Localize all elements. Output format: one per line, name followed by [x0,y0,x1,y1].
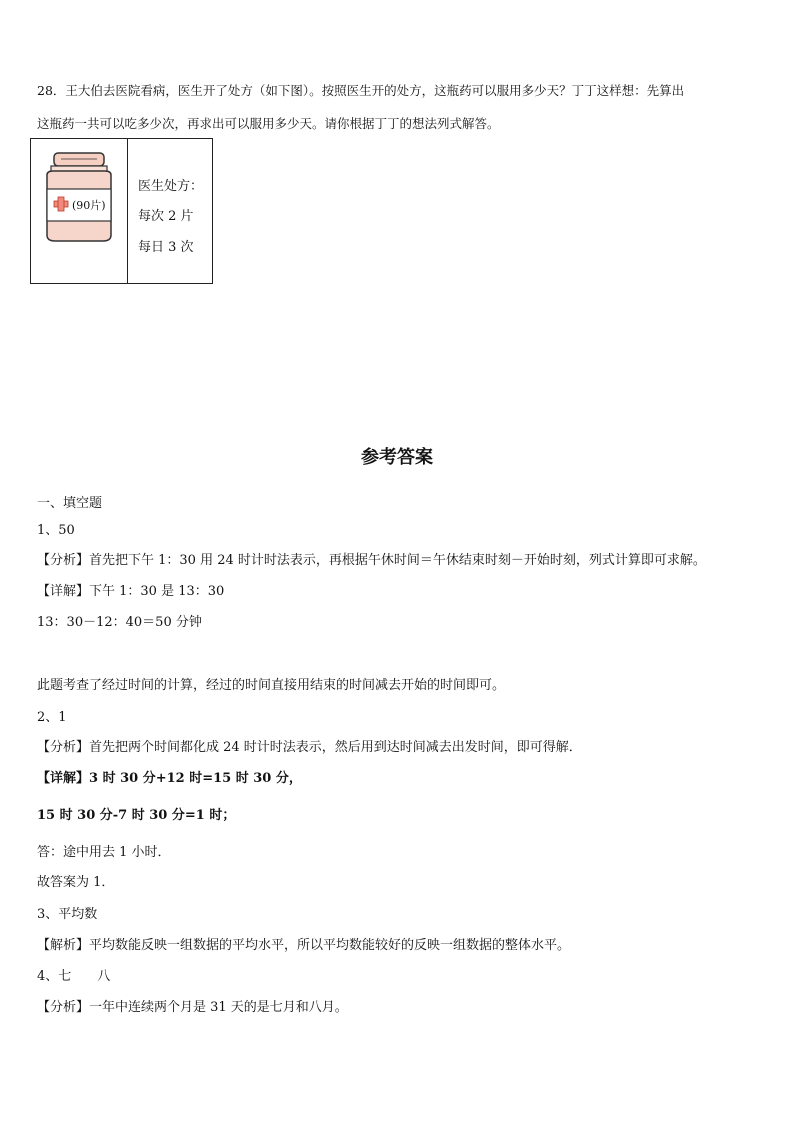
answer-2-calculation: 15 时 30 分-7 时 30 分=1 时； [37,808,236,823]
answers-title: 参考答案 [361,447,433,468]
answer-3-analysis: 【解析】平均数能反映一组数据的平均水平，所以平均数能较好的反映一组数据的整体水平。 [37,938,571,953]
answer-2-answer: 答：途中用去 1 小时． [37,845,171,860]
answer-2-analysis: 【分析】首先把两个时间都化成 24 时计时法表示，然后用到达时间减去出发时间，即可得解． [37,740,582,755]
answer-2-detail: 【详解】3 时 30 分+12 时=15 时 30 分， [37,771,302,786]
prescription-dose: 每次 2 片 [138,209,194,224]
answer-3-title: 3、平均数 [37,907,98,922]
bottle-label: (90片) [72,199,106,212]
prescription-table [30,138,213,284]
answer-1-calculation: 13：30－12：40＝50 分钟 [37,615,202,630]
prescription-title: 医生处方： [138,179,204,194]
answer-4-title: 4、七 八 [37,969,111,984]
answer-1-detail: 【详解】下午 1：30 是 13：30 [37,584,225,599]
answer-1-note: 此题考查了经过时间的计算，经过的时间直接用结束的时间减去开始的时间即可。 [37,678,506,693]
answer-2-final: 故答案为 1． [37,875,115,890]
medicine-bottle-icon [41,151,119,243]
section-fill-in-heading: 一、填空题 [37,496,103,511]
question-28-line-2: 这瓶药一共可以吃多少次，再求出可以服用多少天。请你根据丁丁的想法列式解答。 [37,116,500,131]
table-divider [127,139,128,283]
question-28-line-1: 28．王大伯去医院看病，医生开了处方（如下图）。按照医生开的处方，这瓶药可以服用多少天？丁丁这样想：先算出 [37,83,685,98]
answer-1-title: 1、50 [37,523,75,538]
answer-1-analysis: 【分析】首先把下午 1：30 用 24 时计时法表示，再根据午休时间＝午休结束时刻－开始时刻，列式计算即可求解。 [37,553,706,568]
answer-2-title: 2、1 [37,710,67,725]
answer-4-analysis: 【分析】一年中连续两个月是 31 天的是七月和八月。 [37,1000,348,1015]
prescription-frequency: 每日 3 次 [138,240,194,255]
